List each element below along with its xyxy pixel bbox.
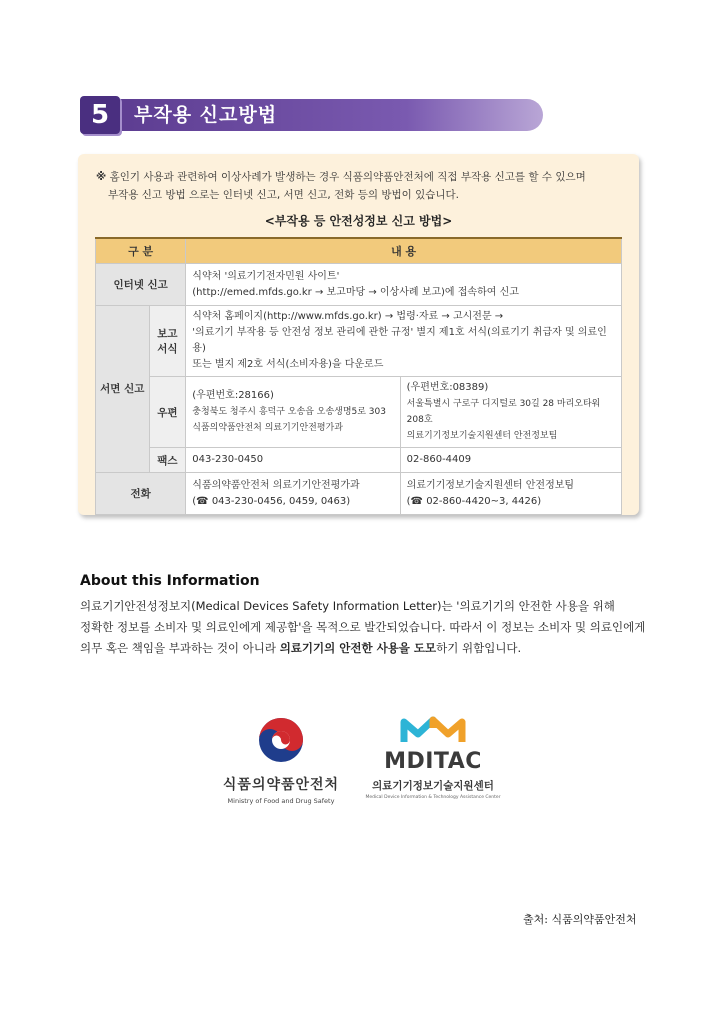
subcategory-fax: 팩스 bbox=[149, 448, 186, 473]
internet-line-1: 식약처 '의료기기전자민원 사이트' bbox=[192, 270, 340, 282]
form-line-3: 또는 별지 제2호 서식(소비자용)을 다운로드 bbox=[192, 359, 384, 370]
intro-line-1: 홈인기 사용과 관련하여 이상사례가 발생하는 경우 식품의약품안전처에 직접 부작용 신고를 할 수 있으며 bbox=[109, 171, 586, 183]
internet-line-2: (http://emed.mfds.go.kr → 보고마당 → 이상사례 보고)에 접속하여 신고 bbox=[192, 286, 519, 298]
mditac-logo bbox=[362, 716, 504, 806]
subcategory-form: 보고 서식 bbox=[149, 306, 186, 377]
table-header-row bbox=[96, 238, 622, 264]
content-internet bbox=[186, 264, 622, 306]
table-row-phone bbox=[96, 473, 622, 515]
note-mark: ※ bbox=[96, 171, 107, 183]
phone-left-line-1: 식품의약품안전처 의료기기안전평가과 bbox=[192, 479, 360, 491]
mfds-logo-english: Ministry of Food and Drug Safety bbox=[227, 797, 335, 805]
about-line-1: 의료기기안전성정보지(Medical Devices Safety Information Letter)는 '의료기기의 안전한 사용을 위해 bbox=[80, 599, 615, 613]
source-credit: 출처: 식품의약품안전처 bbox=[523, 913, 637, 926]
about-line-3 bbox=[80, 638, 650, 659]
about-body bbox=[80, 596, 650, 659]
form-line-2: '의료기기 부작용 등 안전성 정보 관리에 관한 규정' 별지 제1호 서식(의료기기 취급자 및 의료인용) bbox=[192, 327, 607, 354]
content-phone-left bbox=[186, 473, 400, 515]
about-title: About this Information bbox=[80, 573, 260, 589]
mditac-m-mark-icon bbox=[400, 716, 466, 744]
about-line-3a: 의무 혹은 책임을 부과하는 것이 아니라 bbox=[80, 641, 280, 655]
phone-left-line-2: (☎ 043-230-0456, 0459, 0463) bbox=[192, 495, 351, 507]
mfds-logo-korean: 식품의약품안전처 bbox=[222, 777, 340, 793]
content-mail-right bbox=[400, 377, 621, 448]
intro-line-2: 부작용 신고 방법 으로는 인터넷 신고, 서면 신고, 전화 등의 방법이 있습니다. bbox=[108, 189, 460, 201]
table-row-mail bbox=[96, 377, 622, 448]
content-fax-right: 02-860-4409 bbox=[400, 448, 621, 473]
table-row-form bbox=[96, 306, 622, 377]
subcategory-mail: 우편 bbox=[149, 377, 186, 448]
header-content: 내 용 bbox=[186, 238, 622, 264]
intro-note bbox=[96, 168, 626, 204]
mail-right-line-1: (우편번호:08389) bbox=[406, 382, 489, 393]
mditac-logo-korean: 의료기기정보기술지원센터 bbox=[372, 780, 494, 792]
section-header bbox=[80, 96, 543, 134]
content-mail-left bbox=[186, 377, 400, 448]
category-internet: 인터넷 신고 bbox=[96, 264, 186, 306]
mail-right-line-3: 의료기기정보기술지원센터 안전정보팀 bbox=[406, 431, 558, 441]
mail-left-line-2: 충청북도 청주시 흥덕구 오송읍 오송생명5로 303 bbox=[192, 407, 386, 417]
header-category: 구 분 bbox=[96, 238, 186, 264]
taegeuk-emblem-icon bbox=[257, 716, 305, 764]
section-title: 부작용 신고방법 bbox=[134, 104, 278, 126]
form-line-1: 식약처 홈페이지(http://www.mfds.go.kr) → 법령·자료 → 고시전문 → bbox=[192, 311, 504, 322]
mail-left-line-3: 식품의약품안전처 의료기기안전평가과 bbox=[192, 423, 343, 433]
phone-right-line-1: 의료기기정보기술지원센터 안전정보팀 bbox=[406, 479, 575, 491]
section-number: 5 bbox=[80, 96, 120, 134]
mfds-logo bbox=[218, 716, 344, 806]
content-fax-left: 043-230-0450 bbox=[186, 448, 400, 473]
category-phone: 전화 bbox=[96, 473, 186, 515]
about-emphasis: 의료기기의 안전한 사용을 도모 bbox=[279, 641, 437, 655]
table-row-fax bbox=[96, 448, 622, 473]
report-method-box bbox=[78, 154, 639, 515]
phone-right-line-2: (☎ 02-860-4420~3, 4426) bbox=[406, 495, 542, 507]
mail-right-line-2: 서울특별시 구로구 디지털로 30길 28 마리오타워 208호 bbox=[406, 399, 601, 425]
table-title: <부작용 등 안전성정보 신고 방법> bbox=[264, 214, 453, 228]
table-row-internet bbox=[96, 264, 622, 306]
category-written: 서면 신고 bbox=[96, 306, 150, 473]
about-line-3c: 하기 위함입니다. bbox=[436, 641, 522, 655]
about-line-2: 정확한 정보를 소비자 및 의료인에게 제공함'을 목적으로 발간되었습니다. 따라서 이 정보는 소비자 및 의료인에게 bbox=[80, 620, 646, 634]
mditac-logo-name: MDITAC bbox=[384, 749, 482, 774]
report-method-table bbox=[95, 237, 622, 515]
content-form bbox=[186, 306, 622, 377]
mail-left-line-1: (우편번호:28166) bbox=[192, 390, 274, 401]
mditac-logo-english: Medical Device Information & Technology Assistance Center bbox=[365, 795, 501, 800]
content-phone-right bbox=[400, 473, 621, 515]
